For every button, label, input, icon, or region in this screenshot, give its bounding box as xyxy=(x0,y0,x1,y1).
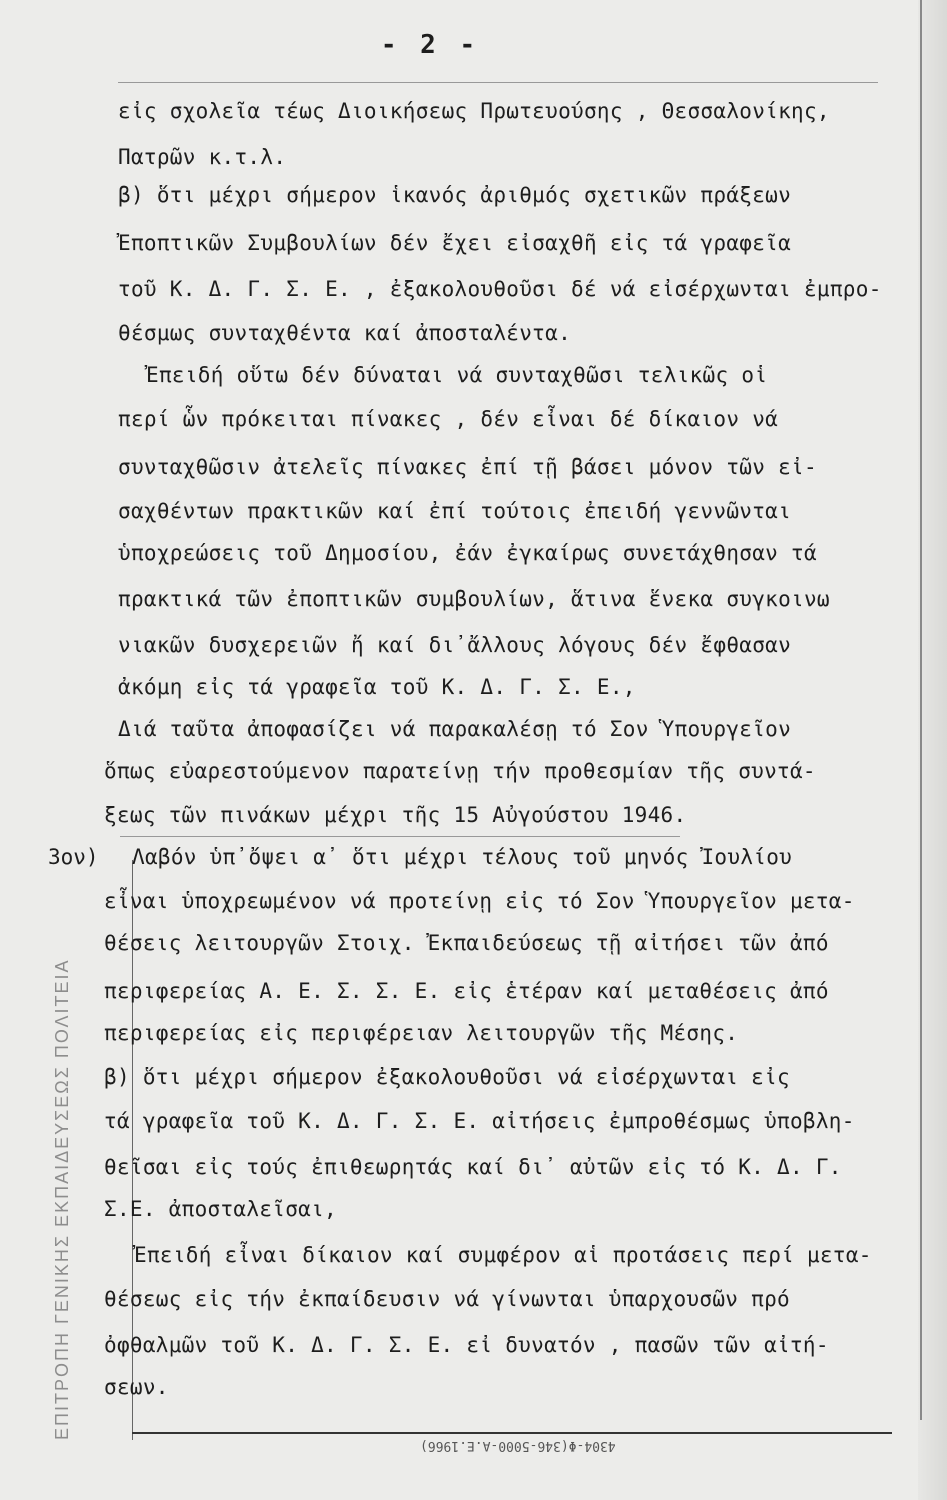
text-line: ξεως τῶν πινάκων μέχρι τῆς 15 Αὐγούστου 1946. xyxy=(104,803,687,827)
text-line: β) ὅτι μέχρι σήμερον ἱκανός ἀριθμός σχετικῶν πράξεων xyxy=(118,183,792,207)
text-line: πρακτικά τῶν ἐποπτικῶν συμβουλίων, ἅτινα ἕνεκα συγκοινω xyxy=(118,587,830,611)
text-line: τά γραφεῖα τοῦ Κ. Δ. Γ. Σ. Ε. αἰτήσεις ἐμπροθέσμως ὑποβλη- xyxy=(104,1109,855,1133)
spine-stamp xyxy=(44,960,84,1460)
right-margin-rule xyxy=(920,0,922,1420)
text-line: Ἐπειδή οὕτω δέν δύναται νά συνταχθῶσι τελικῶς οἱ xyxy=(146,363,768,387)
text-line: σεων. xyxy=(104,1375,169,1399)
section-marker: 3ον) xyxy=(48,845,99,869)
text-line: περιφερείας Α. Ε. Σ. Σ. Ε. εἰς ἑτέραν καί μεταθέσεις ἀπό xyxy=(104,979,829,1003)
text-line: ὑποχρεώσεις τοῦ Δημοσίου, ἐάν ἐγκαίρως συνετάχθησαν τά xyxy=(118,541,817,565)
bottom-rule xyxy=(132,1432,892,1434)
text-line: Λαβόν ὑπ᾽ὄψει α᾽ ὅτι μέχρι τέλους τοῦ μηνός Ἰουλίου xyxy=(132,845,793,869)
text-line: εἰς σχολεῖα τέως Διοικήσεως Πρωτευούσης , Θεσσαλονίκης, xyxy=(118,99,830,123)
text-line: θεῖσαι εἰς τούς ἐπιθεωρητάς καί δι᾽ αὐτῶν εἰς τό Κ. Δ. Γ. xyxy=(104,1155,842,1179)
text-line: εἶναι ὑποχρεωμένον νά προτείνῃ εἰς τό Σον Ὑπουργεῖον μετα- xyxy=(104,889,855,913)
text-line: Διά ταῦτα ἀποφασίζει νά παρακαλέσῃ τό Σον Ὑπουργεῖον xyxy=(118,717,792,741)
section-divider-rule xyxy=(120,836,680,837)
page-edge-bleed xyxy=(918,0,947,1500)
text-line: περιφερείας εἰς περιφέρειαν λειτουργῶν τῆς Μέσης. xyxy=(104,1021,739,1045)
text-line: σαχθέντων πρακτικῶν καί ἐπί τούτοις ἐπειδή γεννῶνται xyxy=(118,499,792,523)
text-line: τοῦ Κ. Δ. Γ. Σ. Ε. , ἐξακολουθοῦσι δέ νά εἰσέρχωνται ἐμπρο- xyxy=(118,277,882,301)
text-line: θέσεως εἰς τήν ἐκπαίδευσιν νά γίνωνται ὑπαρχουσῶν πρό xyxy=(104,1287,790,1311)
text-line: νιακῶν δυσχερειῶν ἤ καί δι᾽ἄλλους λόγους δέν ἔφθασαν xyxy=(118,633,792,657)
text-line: θέσεις λειτουργῶν Στοιχ. Ἐκπαιδεύσεως τῇ αἰτήσει τῶν ἀπό xyxy=(104,931,829,955)
text-line: Σ.Ε. ἀποσταλεῖσαι, xyxy=(104,1197,337,1221)
top-rule xyxy=(118,82,878,83)
text-line: ὀφθαλμῶν τοῦ Κ. Δ. Γ. Σ. Ε. εἰ δυνατόν , πασῶν τῶν αἰτή- xyxy=(104,1333,829,1357)
page-number: - 2 - xyxy=(380,30,480,60)
text-line: Ἐποπτικῶν Συμβουλίων δέν ἔχει εἰσαχθῆ εἰς τά γραφεῖα xyxy=(118,231,792,255)
text-line: β) ὅτι μέχρι σήμερον ἐξακολουθοῦσι νά εἰσέρχωνται εἰς xyxy=(104,1065,790,1089)
text-line: Πατρῶν κ.τ.λ. xyxy=(118,145,287,169)
text-line: ὅπως εὐαρεστούμενον παρατείνῃ τήν προθεσμίαν τῆς συντά- xyxy=(104,759,816,783)
spine-text: ΕΠΙΤΡΟΠΗ ΓΕΝΙΚΗΣ ΕΚΠΑΙΔΕΥΣΕΩΣ ΠΟΛΙΤΕΙΑ xyxy=(52,958,72,1440)
text-line: συνταχθῶσιν ἀτελεῖς πίνακες ἐπί τῇ βάσει μόνον τῶν εἰ- xyxy=(118,455,817,479)
text-line: Ἐπειδή εἶναι δίκαιον καί συμφέρον αἱ προτάσεις περί μετα- xyxy=(134,1243,872,1267)
text-line: θέσμως συνταχθέντα καί ἀποσταλέντα. xyxy=(118,321,572,345)
footer-print-code: 4304-Φ(346-5000-Α.Ε.1966) xyxy=(420,1438,616,1453)
text-line: περί ὧν πρόκειται πίνακες , δέν εἶναι δέ δίκαιον νά xyxy=(118,407,779,431)
text-line: ἀκόμη εἰς τά γραφεῖα τοῦ Κ. Δ. Γ. Σ. Ε., xyxy=(118,675,636,699)
